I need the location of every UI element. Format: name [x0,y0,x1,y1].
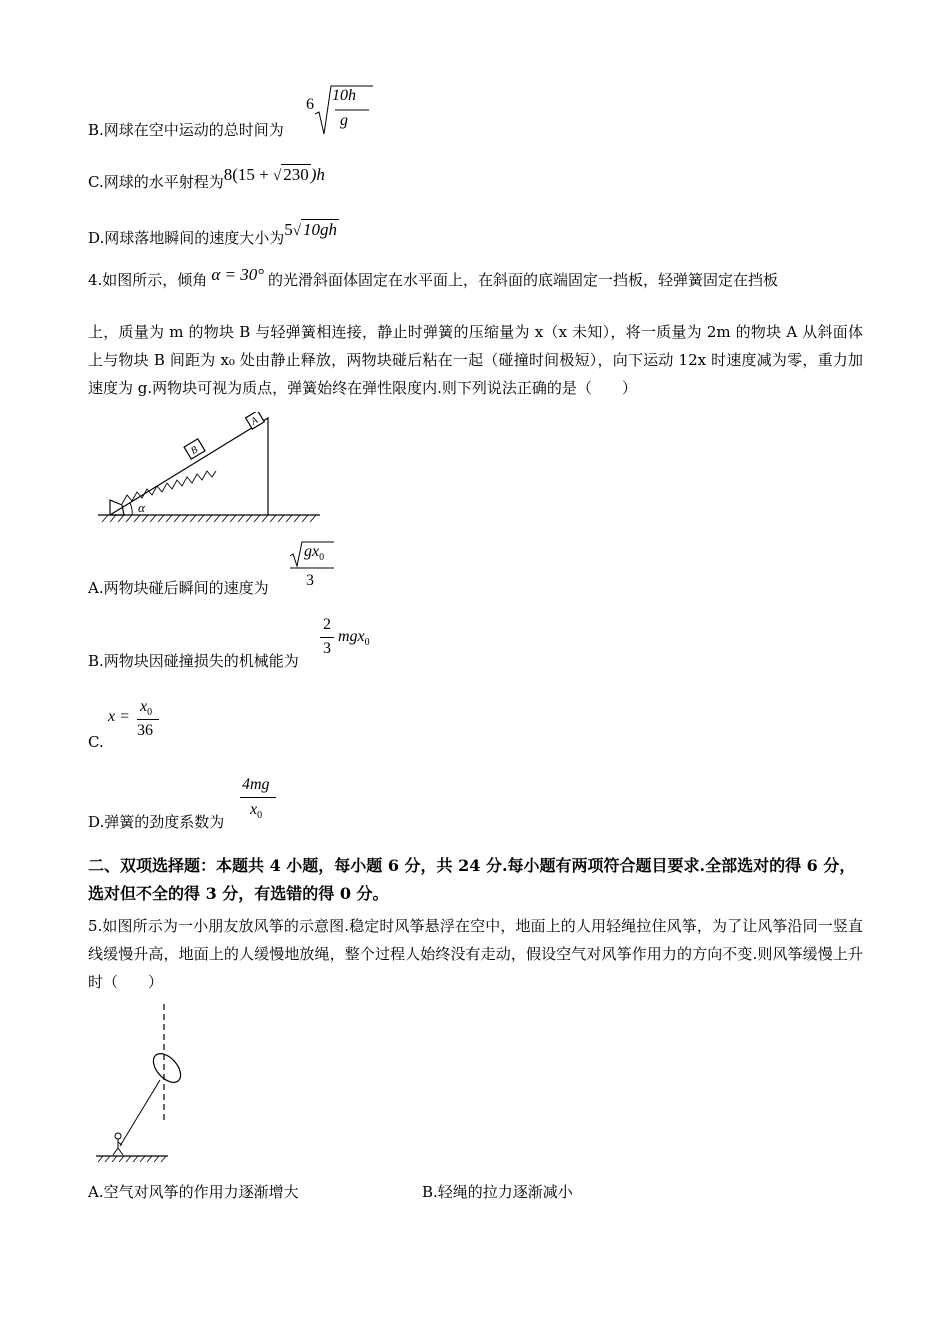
q3-option-c-text: C.网球的水平射程为 [88,173,224,191]
q4-line1 [88,265,779,290]
stopper-plate [110,500,124,515]
q4-option-a-text: A.两物块碰后瞬间的速度为 [88,579,269,597]
q4-option-d-text: D.弹簧的劲度系数为 [88,813,225,831]
block-b [184,439,205,459]
q3-option-b-den: g [340,112,348,129]
q4-option-a-den: 3 [306,572,314,589]
q4-option-a[interactable] [88,578,269,598]
angle-arc [130,503,132,515]
q5-option-a[interactable]: A.空气对风筝的作用力逐渐增大 [88,1183,299,1201]
q4-option-b[interactable] [88,651,299,671]
q3-option-c-formula [224,165,325,184]
block-a [246,412,265,429]
q4-option-a-num: $gx_0$ [304,543,325,564]
q4-option-b-text: B.两物块因碰撞损失的机械能为 [88,652,299,670]
q4-incline-figure [96,412,326,524]
svg-text:B: B [189,444,200,457]
q4-option-c[interactable] [88,732,104,752]
kite [148,1049,186,1088]
q4-option-d-den: $x_0$ [250,801,263,822]
sqrt-icon: √ [292,223,301,239]
q4-option-b-num: 2 [323,616,331,633]
q4-angle: α = 30° [211,265,265,284]
q3-option-d[interactable] [88,220,339,249]
q5-body: 5.如图所示为一小朋友放风筝的示意图.稳定时风筝悬浮在空中，地面上的人用轻绳拉住风筝，为了让风筝沿同一竖直线缓慢升高，地面上的人缓慢地放绳，整个过程人始终没有走动，假设空气对风筝作用力的方向不变.则风筝缓慢上升时（ ） [88,917,863,991]
incline-outline [110,418,268,515]
q4-option-c-num: $x_0$ [140,698,153,719]
q4-option-d[interactable] [88,812,224,832]
q4-option-c-lhs: x = [108,708,130,725]
q3-option-b-coef: 6 [306,96,314,113]
q4-body: 上，质量为 m 的物块 B 与轻弹簧相连接，静止时弹簧的压缩量为 x（x 未知），将一质量为 2m 的物块 A 从斜面体上与物块 B 间距为 x₀ 处由静止释放，两物块碰后粘在一起（碰撞时间极短），向下运动 12x 时速度减为零，重力加速度为 g.两物块可视为质点，弹簧始终在弹性限度内.则下列说法正确的是（ ） [88,323,863,397]
q3-option-c-tail: )h [310,165,325,184]
q4-option-b-tail: mgx$_0$ [338,628,370,649]
q3-option-d-text: D.网球落地瞬间的速度大小为 [88,229,285,247]
alpha-label: α [138,500,145,515]
q4-line1-a: 4.如图所示，倾角 [88,271,208,289]
q3-option-d-formula [284,220,339,239]
q4-line1-b: 的光滑斜面体固定在水平面上，在斜面的底端固定一挡板，轻弹簧固定在挡板 [268,271,779,289]
q3-option-c-root: 230 [283,165,309,184]
q3-option-b-num: 10h [332,87,356,104]
q5-kite-figure [94,1002,204,1164]
q3-option-b-text: B.网球在空中运动的总时间为 [88,121,284,139]
q4-option-d-num: 4mg [242,776,270,793]
q5-option-b[interactable]: B.轻绳的拉力逐渐减小 [422,1183,573,1201]
rope [120,1080,160,1146]
svg-text:A: A [249,414,261,428]
q4-option-c-den: 36 [137,722,153,739]
q3-option-b[interactable] [88,120,284,140]
q3-option-d-coef: 5 [284,220,293,239]
q3-option-d-root: 10gh [303,220,337,239]
section2-title: 二、双项选择题：本题共 4 小题，每小题 6 分，共 24 分.每小题有两项符合题目要求.全部选对的得 6 分，选对但不全的得 3 分，有选错的得 0 分。 [88,856,856,903]
q4-option-c-text: C. [88,733,104,751]
q3-option-c-expr: 8(15 + [223,165,273,184]
ground-hatch [98,515,320,522]
q3-option-c[interactable] [88,165,325,193]
q4-option-b-den: 3 [323,640,331,657]
ground-hatch [96,1156,168,1162]
sqrt-icon: √ [272,168,282,184]
